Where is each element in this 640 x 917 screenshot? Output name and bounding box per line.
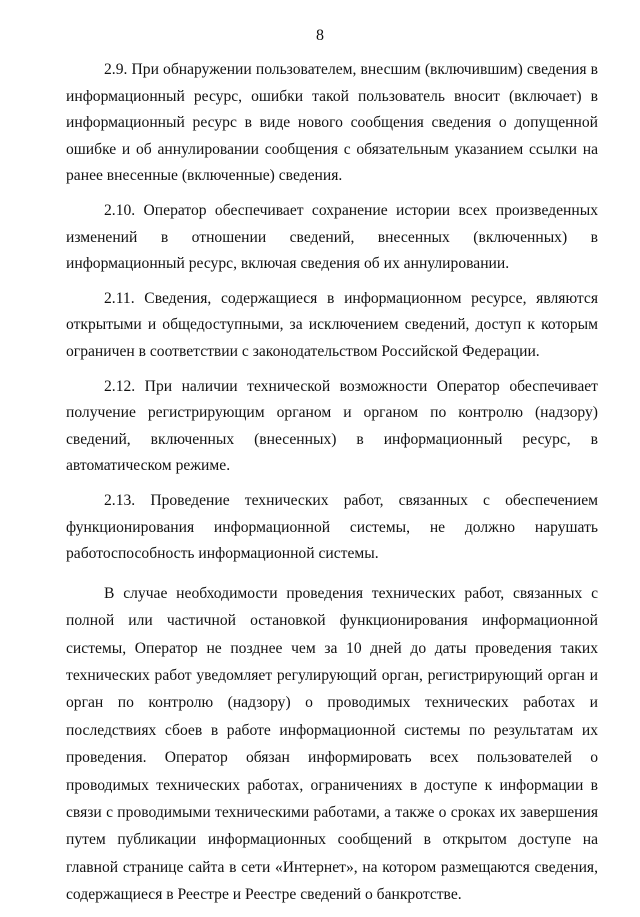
paragraph-2-12: 2.12. При наличии технической возможности Оператор обеспечивает получение регистрирующим органом и органом по контролю (надзору) сведений, включенных (внесенных) в информационный ресурс, в автоматическом режиме. xyxy=(66,377,598,475)
paragraph-2-10: 2.10. Оператор обеспечивает сохранение истории всех произведенных изменений в отношении сведений, внесенных (включенных) в информационный ресурс, включая сведения об их аннулировании. xyxy=(66,201,598,273)
paragraph-technical-works: В случае необходимости проведения технических работ, связанных с полной или частичной остановкой функционирования информационной системы, Оператор не позднее чем за 10 дней до даты проведения таких технических работ уведомляет регулирующий орган, регистрирующий орган и орган по контролю (надзору) о проводимых технических работах и последствиях сбоев в работе информационной системы по результатам их проведения. Оператор обязан информировать всех пользователей о проводимых технических работах, ограничениях в доступе к информации в связи с проводимыми техническими работами, а также о сроках их завершения путем публикации информационных сообщений в открытом доступе на главной странице сайта в сети «Интернет», на котором размещаются сведения, содержащиеся в Реестре и Реестре сведений о банкротстве. xyxy=(66,584,598,904)
paragraph-2-13: 2.13. Проведение технических работ, связанных с обеспечением функционирования информационной системы, не должно нарушать работоспособность информационной системы. xyxy=(66,491,598,563)
page-number: 8 xyxy=(316,27,324,44)
document-body xyxy=(66,57,598,917)
paragraph-2-9: 2.9. При обнаружении пользователем, внесшим (включившим) сведения в информационный ресурс, ошибки такой пользователь вносит (включает) в информационный ресурс в виде нового сообщения сведения о допущенной ошибке и об аннулировании сообщения с обязательным указанием ссылки на ранее внесенные (включенные) сведения. xyxy=(66,61,598,185)
paragraph-2-11: 2.11. Сведения, содержащиеся в информационном ресурсе, являются открытыми и общедоступными, за исключением сведений, доступ к которым ограничен в соответствии с законодательством Российской Федерации. xyxy=(66,289,598,360)
